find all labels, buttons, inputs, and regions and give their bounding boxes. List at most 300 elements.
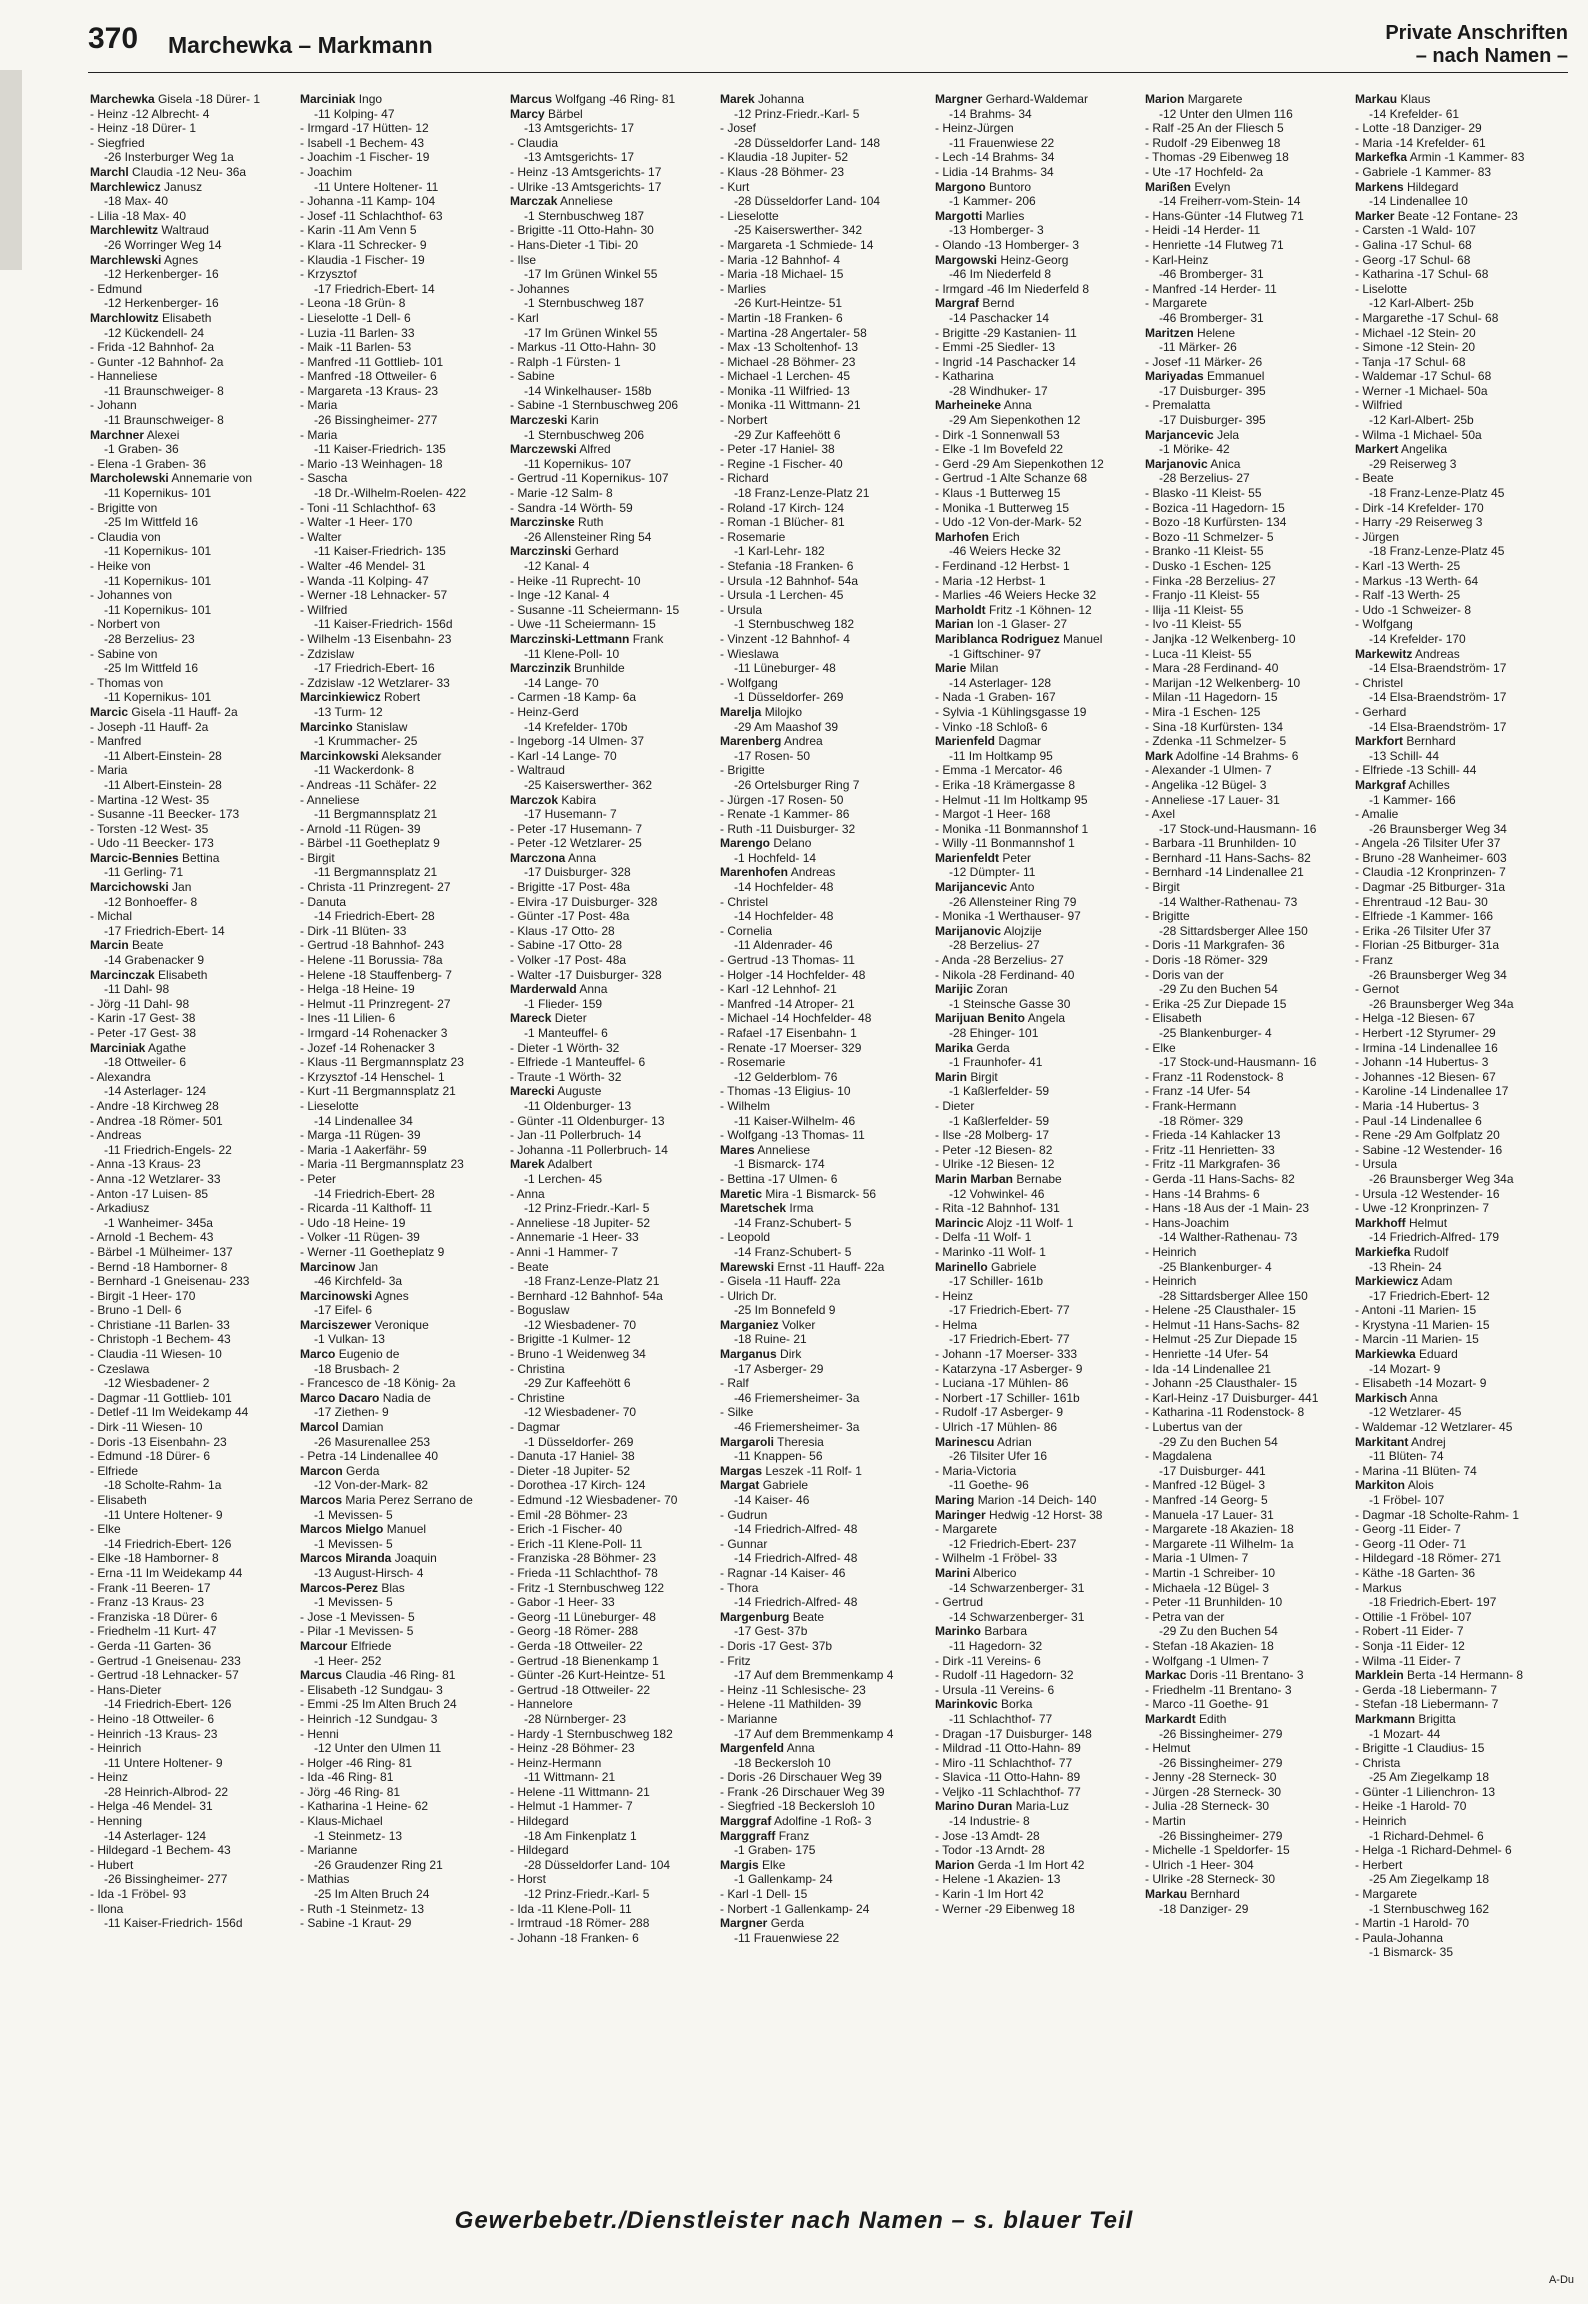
directory-entry xyxy=(1145,1099,1345,1114)
entry-surname: Marczinski-Lettmann xyxy=(510,631,630,646)
directory-entry xyxy=(1145,1055,1345,1070)
directory-entry xyxy=(300,1099,500,1114)
entry-text: - Johann -14 Hubertus- 3 xyxy=(1355,1055,1489,1070)
directory-entry xyxy=(720,384,920,399)
entry-text: - Peter -11 Brunhilden- 10 xyxy=(1145,1595,1283,1610)
directory-entry xyxy=(1145,1157,1345,1172)
entry-text: - Gunnar xyxy=(720,1536,768,1551)
directory-entry xyxy=(1145,705,1345,720)
entry-text: - Hannelore xyxy=(510,1697,573,1712)
directory-entry xyxy=(1355,1727,1555,1742)
directory-entry xyxy=(1145,1420,1345,1435)
directory-entry xyxy=(935,1099,1135,1114)
entry-text: - Gerda -11 Hans-Sachs- 82 xyxy=(1145,1171,1295,1186)
directory-entry xyxy=(510,1347,710,1362)
directory-entry xyxy=(1355,1245,1555,1260)
directory-entry xyxy=(1355,1376,1555,1391)
directory-entry xyxy=(300,355,500,370)
directory-entry xyxy=(1355,851,1555,866)
entry-text: - Ursula xyxy=(720,602,763,617)
entry-text: - Mario -13 Weinhagen- 18 xyxy=(300,456,443,471)
entry-text: - Luzia -11 Barlen- 33 xyxy=(300,325,415,340)
directory-entry xyxy=(300,398,500,413)
directory-entry xyxy=(720,1362,920,1377)
entry-text: - Susanne -11 Scheiermann- 15 xyxy=(510,602,680,617)
entry-text: - Heidi -14 Herder- 11 xyxy=(1145,223,1261,238)
entry-text: - Gerda -11 Garten- 36 xyxy=(90,1638,212,1653)
directory-entry xyxy=(1355,355,1555,370)
directory-entry xyxy=(935,1187,1135,1202)
directory-entry xyxy=(935,793,1135,808)
entry-text: -26 Tilsiter Ufer 16 xyxy=(949,1449,1048,1464)
entry-surname: Margner xyxy=(935,92,983,106)
entry-text: -13 August-Hirsch- 4 xyxy=(314,1565,424,1580)
directory-entry xyxy=(300,1157,500,1172)
directory-entry xyxy=(1355,296,1555,311)
directory-entry xyxy=(510,1303,710,1318)
entry-text: - Lilia -18 Max- 40 xyxy=(90,208,187,223)
directory-entry xyxy=(1145,1303,1345,1318)
directory-entry xyxy=(720,822,920,837)
directory-entry xyxy=(935,647,1135,662)
entry-text: Doris -11 Brentano- 3 xyxy=(1189,1668,1304,1683)
directory-entry xyxy=(935,1405,1135,1420)
directory-entry xyxy=(510,1055,710,1070)
entry-text: Anna xyxy=(786,1741,815,1756)
entry-text: - Hildegard -18 Römer- 271 xyxy=(1355,1551,1502,1566)
entry-text: - Brigitte -1 Claudius- 15 xyxy=(1355,1741,1485,1756)
entry-text: -1 Sternbuschweg 206 xyxy=(524,427,645,442)
entry-text: - Katharina xyxy=(935,369,994,384)
directory-entry xyxy=(1145,1026,1345,1041)
entry-text: -18 Ottweiler- 6 xyxy=(104,1055,187,1070)
directory-entry xyxy=(720,1420,920,1435)
entry-text: - Johann -17 Moerser- 333 xyxy=(935,1347,1078,1362)
entry-surname: Marczewski xyxy=(510,442,577,457)
directory-entry xyxy=(1145,661,1345,676)
entry-text: -17 Duisburger- 395 xyxy=(1159,383,1266,398)
directory-entry xyxy=(90,720,290,735)
entry-text: -14 Walther-Rathenau- 73 xyxy=(1159,894,1298,909)
entry-surname: Marciszewer xyxy=(300,1317,372,1332)
entry-text: - Renate -1 Kammer- 86 xyxy=(720,807,850,822)
entry-text: - Friedhelm -11 Brentano- 3 xyxy=(1145,1682,1292,1697)
directory-entry xyxy=(510,1581,710,1596)
entry-text: -12 Vohwinkel- 46 xyxy=(949,1186,1045,1201)
directory-entry xyxy=(510,851,710,866)
entry-surname: Markfort xyxy=(1355,734,1404,749)
directory-entry xyxy=(510,1405,710,1420)
directory-entry xyxy=(720,253,920,268)
directory-entry xyxy=(1145,311,1345,326)
directory-entry xyxy=(720,1055,920,1070)
directory-entry xyxy=(90,1332,290,1347)
entry-text: -25 Im Wittfeld 16 xyxy=(104,515,199,530)
entry-surname: Marcos-Perez xyxy=(300,1580,379,1595)
directory-entry xyxy=(300,486,500,501)
entry-text: Armin -1 Kammer- 83 xyxy=(1409,150,1525,165)
directory-entry xyxy=(90,938,290,953)
page-header xyxy=(88,22,1568,73)
directory-entry xyxy=(510,559,710,574)
entry-text: - Ulrike -12 Biesen- 12 xyxy=(935,1157,1055,1172)
entry-text: -11 Albert-Einstein- 28 xyxy=(104,777,222,792)
entry-text: - Heike -1 Harold- 70 xyxy=(1355,1799,1467,1814)
directory-entry xyxy=(720,282,920,297)
directory-entry xyxy=(720,647,920,662)
directory-entry xyxy=(510,1858,710,1873)
directory-entry xyxy=(1355,1931,1555,1946)
directory-entry xyxy=(300,1858,500,1873)
directory-entry xyxy=(510,267,710,282)
directory-entry xyxy=(1355,1157,1555,1172)
entry-text: - Wolfgang xyxy=(720,675,778,690)
entry-surname: Maretschek xyxy=(720,1201,787,1216)
entry-text: - Leona -18 Grün- 8 xyxy=(300,296,406,311)
directory-entry xyxy=(720,107,920,122)
directory-entry xyxy=(1355,471,1555,486)
entry-surname: Margas xyxy=(720,1463,763,1478)
entry-text: - Margarethe -17 Schul- 68 xyxy=(1355,310,1499,325)
entry-text: - Heinz -12 Albrecht- 4 xyxy=(90,106,210,121)
entry-text: Eugenio de xyxy=(338,1347,400,1362)
entry-text: Buntoro xyxy=(989,179,1032,194)
section-title-line2: – nach Namen – xyxy=(1415,45,1568,67)
entry-text: - Hanneliese xyxy=(90,369,158,384)
directory-entry xyxy=(1145,1128,1345,1143)
entry-text: - Silke xyxy=(720,1405,754,1420)
directory-entry xyxy=(720,194,920,209)
entry-surname: Marcon xyxy=(300,1463,343,1478)
entry-text: - Jörg -11 Dahl- 98 xyxy=(90,996,190,1011)
directory-entry xyxy=(90,559,290,574)
entry-text: - Anneliese -18 Jupiter- 52 xyxy=(510,1215,651,1230)
entry-text: - Maria -1 Ulmen- 7 xyxy=(1145,1551,1249,1566)
directory-entry xyxy=(935,180,1135,195)
entry-text: - Walter xyxy=(300,529,342,544)
directory-entry xyxy=(935,1843,1135,1858)
directory-entry xyxy=(1145,326,1345,341)
entry-surname: Markert xyxy=(1355,442,1399,457)
directory-entry xyxy=(1355,1945,1555,1960)
entry-text: -28 Sittardsberger Allee 150 xyxy=(1159,923,1308,938)
entry-surname: Marderwald xyxy=(510,982,577,997)
directory-entry xyxy=(300,150,500,165)
entry-text: - Brigitte -1 Kulmer- 12 xyxy=(510,1332,631,1347)
entry-surname: Marijanovic xyxy=(935,923,1002,938)
entry-text: Franz xyxy=(778,1828,810,1843)
directory-entry xyxy=(935,1508,1135,1523)
directory-entry xyxy=(935,1537,1135,1552)
entry-text: - Ilona xyxy=(90,1901,124,1916)
directory-entry xyxy=(935,1595,1135,1610)
entry-surname: Markac xyxy=(1145,1668,1187,1683)
directory-entry xyxy=(1355,1508,1555,1523)
directory-entry xyxy=(935,982,1135,997)
entry-text: -12 Unter den Ulmen 11 xyxy=(314,1741,442,1756)
entry-text: - Wilhelm -1 Fröbel- 33 xyxy=(935,1551,1058,1566)
directory-entry xyxy=(720,1303,920,1318)
entry-text: - Maria -1 Aakerfähr- 59 xyxy=(300,1142,427,1157)
directory-entry xyxy=(300,1303,500,1318)
directory-entry xyxy=(1355,1916,1555,1931)
entry-text: - Karl-Heinz -17 Duisburger- 441 xyxy=(1145,1390,1319,1405)
directory-entry xyxy=(720,355,920,370)
directory-entry xyxy=(1145,1260,1345,1275)
directory-entry xyxy=(300,1055,500,1070)
entry-surname: Marengo xyxy=(720,836,771,851)
directory-entry xyxy=(1145,1041,1345,1056)
directory-entry xyxy=(300,1449,500,1464)
directory-entry xyxy=(510,1201,710,1216)
directory-entry xyxy=(1145,267,1345,282)
directory-entry xyxy=(1145,486,1345,501)
entry-text: - Helene -11 Wittmann- 21 xyxy=(510,1784,650,1799)
entry-text: - Doris -11 Markgrafen- 36 xyxy=(1145,938,1285,953)
entry-text: -11 Kopernikus- 101 xyxy=(104,602,212,617)
directory-entry xyxy=(1355,1041,1555,1056)
directory-entry xyxy=(510,1041,710,1056)
directory-entry xyxy=(510,1128,710,1143)
directory-entry xyxy=(90,851,290,866)
directory-entry xyxy=(510,1727,710,1742)
directory-entry xyxy=(300,836,500,851)
entry-text: -26 Insterburger Weg 1a xyxy=(104,150,234,165)
directory-entry xyxy=(1145,982,1345,997)
entry-text: - Bärbel -11 Goetheplatz 9 xyxy=(300,836,440,851)
entry-text: -18 Friedrich-Ebert- 197 xyxy=(1369,1595,1497,1610)
entry-text: - Henning xyxy=(90,1814,143,1829)
directory-entry xyxy=(1355,282,1555,297)
entry-text: Gerda xyxy=(346,1463,380,1478)
directory-entry xyxy=(90,530,290,545)
directory-entry xyxy=(720,1128,920,1143)
directory-entry xyxy=(935,355,1135,370)
entry-text: - Sonja -11 Eider- 12 xyxy=(1355,1638,1465,1653)
entry-surname: Marcy xyxy=(510,106,545,121)
entry-text: - Uwe -11 Scheiermann- 15 xyxy=(510,617,656,632)
directory-entry xyxy=(510,603,710,618)
entry-text: - Johann xyxy=(90,398,137,413)
directory-entry xyxy=(510,296,710,311)
entry-text: - Ulrich -1 Heer- 304 xyxy=(1145,1857,1254,1872)
entry-text: - Mildrad -11 Otto-Hahn- 89 xyxy=(935,1741,1081,1756)
entry-text: -1 Sternbuschweg 182 xyxy=(734,617,855,632)
entry-text: - Walter -17 Duisburger- 328 xyxy=(510,967,662,982)
directory-entry xyxy=(720,471,920,486)
entry-text: - Alexander -1 Ulmen- 7 xyxy=(1145,763,1272,778)
directory-entry xyxy=(300,588,500,603)
entry-text: - Sabine -17 Otto- 28 xyxy=(510,938,623,953)
directory-entry xyxy=(1355,909,1555,924)
entry-text: - Ulrich -17 Mühlen- 86 xyxy=(935,1420,1058,1435)
directory-entry xyxy=(300,238,500,253)
entry-text: - Lieselotte xyxy=(300,1098,359,1113)
directory-entry xyxy=(1355,763,1555,778)
entry-text: -14 Schwarzenberger- 31 xyxy=(949,1580,1085,1595)
directory-entry xyxy=(1355,121,1555,136)
entry-text: - Doris -17 Gest- 37b xyxy=(720,1638,833,1653)
entry-text: -14 Friedrich-Ebert- 126 xyxy=(104,1536,232,1551)
entry-text: -28 Heinrich-Albrod- 22 xyxy=(104,1784,229,1799)
entry-text: Anto xyxy=(1009,880,1035,895)
directory-entry xyxy=(300,165,500,180)
directory-entry xyxy=(1355,1814,1555,1829)
entry-surname: Margowski xyxy=(935,252,998,267)
entry-text: Anna xyxy=(579,982,608,997)
entry-text: -14 Franz-Schubert- 5 xyxy=(734,1215,852,1230)
entry-surname: Mariblanca Rodriguez xyxy=(935,631,1060,646)
directory-entry xyxy=(510,1537,710,1552)
entry-text: - Andre -18 Kirchweg 28 xyxy=(90,1098,219,1113)
directory-entry xyxy=(935,238,1135,253)
directory-entry xyxy=(1355,1274,1555,1289)
directory-entry xyxy=(300,822,500,837)
entry-text: - Amalie xyxy=(1355,807,1399,822)
entry-text: - Helmut -11 Im Holtkamp 95 xyxy=(935,792,1088,807)
directory-entry xyxy=(720,1697,920,1712)
directory-entry xyxy=(935,486,1135,501)
directory-entry xyxy=(300,1624,500,1639)
directory-entry xyxy=(720,1858,920,1873)
directory-entry xyxy=(300,428,500,443)
entry-text: - Brigitte xyxy=(720,763,765,778)
entry-text: -29 Am Maashof 39 xyxy=(734,719,839,734)
directory-entry xyxy=(510,238,710,253)
directory-entry xyxy=(300,1639,500,1654)
directory-entry xyxy=(1355,1216,1555,1231)
entry-text: - Bruno -1 Weidenweg 34 xyxy=(510,1347,646,1362)
entry-text: -11 Hagedorn- 32 xyxy=(949,1638,1043,1653)
directory-entry xyxy=(510,676,710,691)
entry-text: - Helmut -25 Zur Diepade 15 xyxy=(1145,1332,1298,1347)
entry-text: - Martina -12 West- 35 xyxy=(90,792,210,807)
entry-text: -26 Bissingheimer- 279 xyxy=(1159,1755,1283,1770)
directory-entry xyxy=(90,1435,290,1450)
entry-text: - Helmut -1 Hammer- 7 xyxy=(510,1799,633,1814)
directory-entry xyxy=(1145,1814,1345,1829)
entry-text: -14 Asterlager- 124 xyxy=(104,1084,207,1099)
entry-text: - Regine -1 Fischer- 40 xyxy=(720,456,843,471)
entry-text: - Elfriede -1 Manteuffel- 6 xyxy=(510,1055,646,1070)
entry-text: -11 Wittmann- 21 xyxy=(524,1770,616,1785)
directory-entry xyxy=(720,1449,920,1464)
entry-text: - Gertrud -13 Thomas- 11 xyxy=(720,953,855,968)
entry-text: - Marlies -46 Weiers Hecke 32 xyxy=(935,588,1097,603)
entry-text: - Frieda -14 Kahlacker 13 xyxy=(1145,1128,1281,1143)
entry-text: -26 Braunsberger Weg 34a xyxy=(1369,1171,1514,1186)
directory-entry xyxy=(300,340,500,355)
directory-entry xyxy=(510,1508,710,1523)
entry-surname: Marcichowski xyxy=(90,880,169,895)
entry-surname: Margat xyxy=(720,1478,760,1493)
entry-text: - Wolfgang -13 Thomas- 11 xyxy=(720,1128,865,1143)
entry-text: -1 Lerchen- 45 xyxy=(524,1171,603,1186)
directory-entry xyxy=(300,1522,500,1537)
directory-entry xyxy=(90,661,290,676)
entry-text: - Irmtraud -18 Römer- 288 xyxy=(510,1916,650,1931)
directory-entry xyxy=(1145,1245,1345,1260)
entry-text: - Willy -11 Bonmannshof 1 xyxy=(935,836,1075,851)
directory-entry xyxy=(300,1610,500,1625)
directory-entry xyxy=(935,1668,1135,1683)
directory-entry xyxy=(300,1143,500,1158)
entry-text: Agnes xyxy=(164,252,199,267)
entry-text: Gerhard-Waldemar xyxy=(985,92,1088,106)
entry-text: -17 Asberger- 29 xyxy=(734,1361,824,1376)
entry-text: - Harry -29 Reiserweg 3 xyxy=(1355,515,1483,530)
directory-entry xyxy=(720,1026,920,1041)
directory-entry xyxy=(300,1916,500,1931)
directory-entry xyxy=(510,836,710,851)
entry-text: - Doris van der xyxy=(1145,967,1224,982)
directory-entry xyxy=(1355,253,1555,268)
directory-entry xyxy=(935,515,1135,530)
directory-entry xyxy=(1145,1668,1345,1683)
entry-text: - Georg -17 Schul- 68 xyxy=(1355,252,1471,267)
entry-text: -17 Friedrich-Ebert- 16 xyxy=(314,661,435,676)
directory-entry xyxy=(510,1522,710,1537)
entry-text: - Leopold xyxy=(720,1230,771,1245)
directory-entry xyxy=(935,107,1135,122)
directory-entry xyxy=(300,530,500,545)
directory-entry xyxy=(935,1712,1135,1727)
directory-entry xyxy=(1145,1770,1345,1785)
entry-surname: Margaroli xyxy=(720,1434,775,1449)
entry-text: - Anna -12 Wetzlarer- 33 xyxy=(90,1171,221,1186)
directory-entry xyxy=(935,822,1135,837)
entry-text: Eduard xyxy=(1419,1347,1458,1362)
directory-entry xyxy=(300,1405,500,1420)
entry-text: -11 Braunschweiger- 8 xyxy=(104,383,224,398)
entry-text: - Katharina -11 Rodenstock- 8 xyxy=(1145,1405,1305,1420)
directory-entry xyxy=(935,121,1135,136)
entry-text: - Manfred xyxy=(90,734,142,749)
entry-text: - Elena -1 Graben- 36 xyxy=(90,456,207,471)
directory-entry xyxy=(510,442,710,457)
entry-text: - Jose -13 Amdt- 28 xyxy=(935,1828,1040,1843)
entry-text: - Ralf -13 Werth- 25 xyxy=(1355,588,1461,603)
entry-text: - Bettina -17 Ulmen- 6 xyxy=(720,1171,838,1186)
directory-entry xyxy=(300,544,500,559)
entry-surname: Maritzen xyxy=(1145,325,1194,340)
entry-text: - Andrea -18 Römer- 501 xyxy=(90,1113,223,1128)
directory-entry xyxy=(935,1070,1135,1085)
entry-text: - Christine xyxy=(510,1390,565,1405)
directory-entry xyxy=(300,253,500,268)
directory-entry xyxy=(90,676,290,691)
entry-text: -26 Allensteiner Ring 54 xyxy=(524,529,652,544)
entry-text: Aleksander xyxy=(381,748,442,763)
entry-text: - Klaudia -1 Fischer- 19 xyxy=(300,252,425,267)
entry-text: - Arnold -11 Rügen- 39 xyxy=(300,821,421,836)
directory-entry xyxy=(300,1230,500,1245)
entry-text: -11 Märker- 26 xyxy=(1159,340,1237,355)
entry-text: - Gertrud -18 Bahnhof- 243 xyxy=(300,938,445,953)
entry-text: -17 Schiller- 161b xyxy=(949,1274,1044,1289)
directory-entry xyxy=(1145,180,1345,195)
entry-surname: Marcus xyxy=(300,1668,343,1683)
entry-surname: Marchlewicz xyxy=(90,179,161,194)
entry-text: -11 Kopernikus- 101 xyxy=(104,690,212,705)
directory-entry xyxy=(1355,384,1555,399)
entry-text: - Dirk -14 Krefelder- 170 xyxy=(1355,500,1484,515)
directory-entry xyxy=(510,544,710,559)
entry-text: -1 Kaßlerfelder- 59 xyxy=(949,1084,1050,1099)
entry-text: -29 Zu den Buchen 54 xyxy=(1159,1624,1278,1639)
entry-text: - Heinz-Hermann xyxy=(510,1755,602,1770)
entry-text: - Günter -1 Lilienchron- 13 xyxy=(1355,1784,1496,1799)
